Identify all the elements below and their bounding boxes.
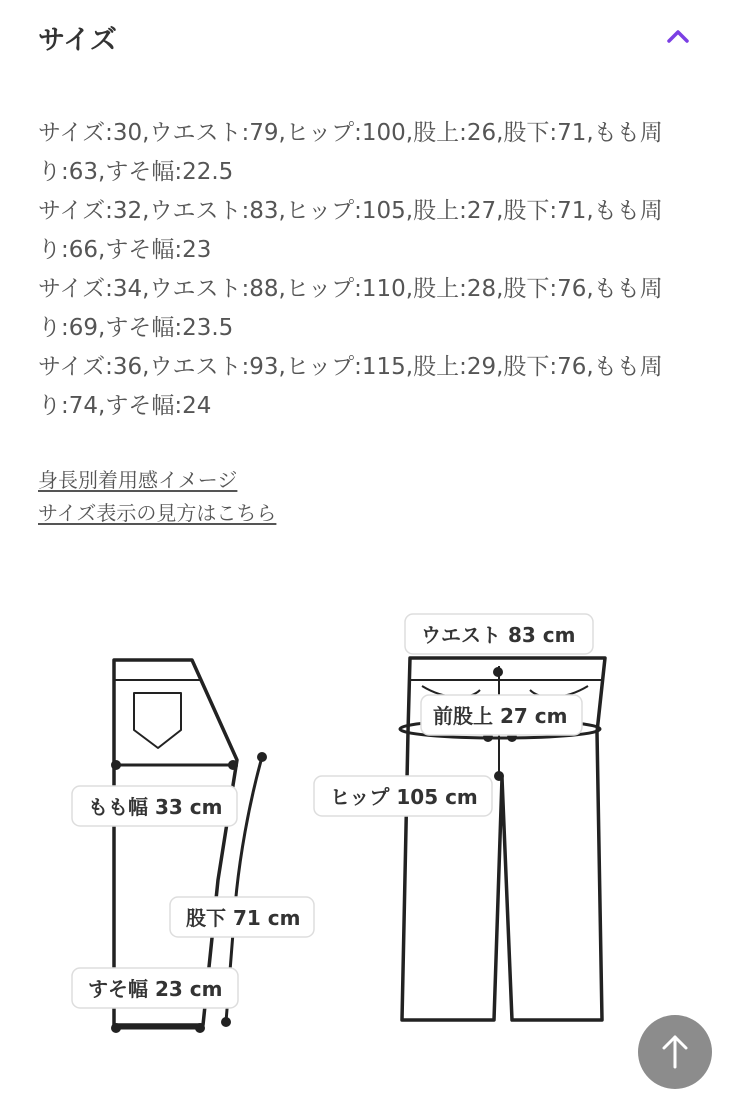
hem-tag xyxy=(72,968,238,1008)
svg-text:前股上 27 cm: 前股上 27 cm xyxy=(433,704,568,728)
size-row: サイズ:32,ウエスト:83,ヒップ:105,股上:27,股下:71,もも周り:66,すそ幅:23 xyxy=(38,198,663,263)
front-rise-tag xyxy=(421,695,582,735)
arrow-up-icon xyxy=(638,1015,712,1089)
svg-text:ウエスト 83 cm: ウエスト 83 cm xyxy=(421,623,576,647)
section-header[interactable] xyxy=(0,0,731,80)
svg-text:もも幅 33 cm: もも幅 33 cm xyxy=(88,795,223,819)
size-links xyxy=(38,464,276,530)
size-row: サイズ:34,ウエスト:88,ヒップ:110,股上:28,股下:76,もも周り:69,すそ幅:23.5 xyxy=(38,276,663,341)
waist-tag xyxy=(405,614,593,654)
svg-text:すそ幅 23 cm: すそ幅 23 cm xyxy=(88,977,223,1001)
hip-tag xyxy=(314,776,492,816)
size-row: サイズ:30,ウエスト:79,ヒップ:100,股上:26,股下:71,もも周り:63,すそ幅:22.5 xyxy=(38,120,663,185)
chevron-up-icon[interactable] xyxy=(664,24,692,48)
fit-image-link[interactable]: 身長別着用感イメージ xyxy=(38,468,238,492)
size-row: サイズ:36,ウエスト:93,ヒップ:115,股上:29,股下:76,もも周り:74,すそ幅:24 xyxy=(38,354,663,419)
section-title: サイズ xyxy=(38,25,117,56)
back-to-top-button[interactable] xyxy=(638,1015,712,1089)
size-guide-link[interactable]: サイズ表示の見方はこちら xyxy=(38,501,277,525)
size-diagram xyxy=(0,540,731,1080)
size-list xyxy=(38,114,698,426)
thigh-tag xyxy=(72,786,237,826)
svg-text:ヒップ 105 cm: ヒップ 105 cm xyxy=(330,785,478,809)
inseam-tag xyxy=(170,897,314,937)
svg-text:股下 71 cm: 股下 71 cm xyxy=(186,906,301,930)
